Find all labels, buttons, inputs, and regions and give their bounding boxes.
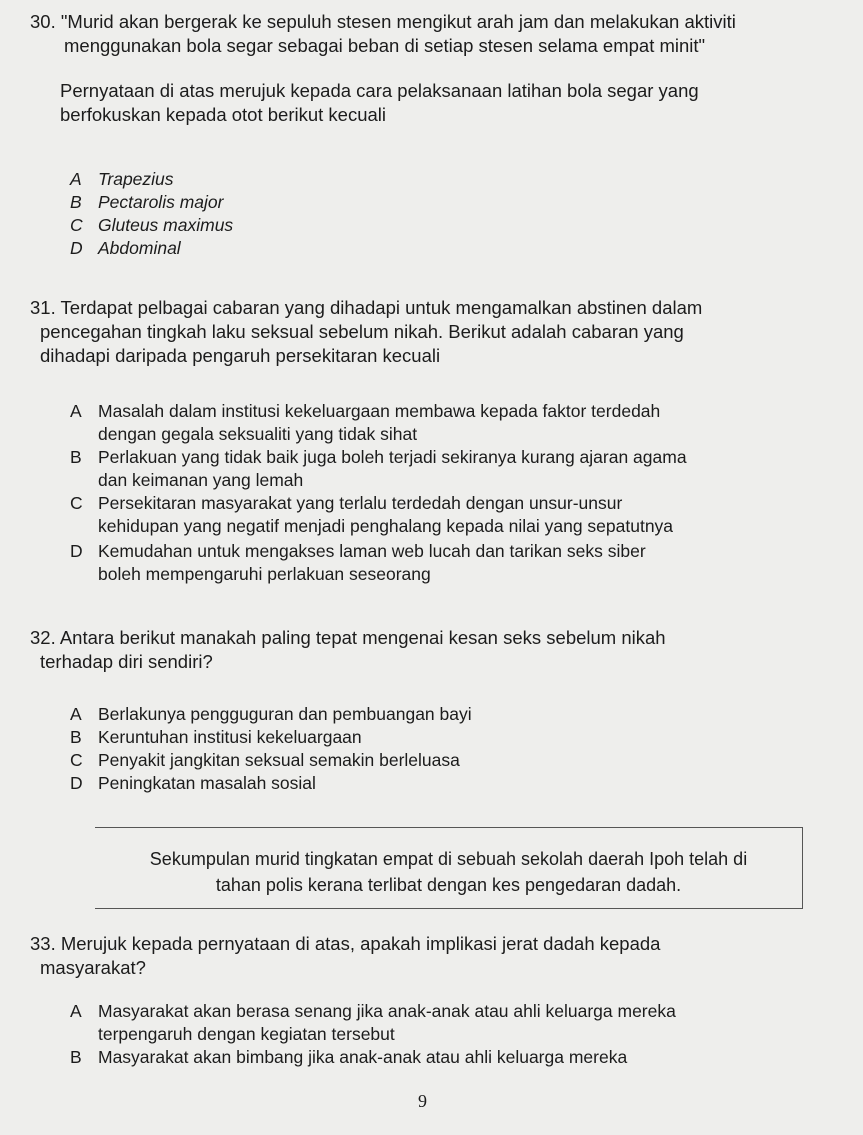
option-letter: A: [70, 401, 82, 421]
question-number: 32.: [30, 627, 56, 648]
option-b[interactable]: [70, 1046, 627, 1069]
question-33: [30, 932, 838, 980]
option-c[interactable]: [70, 749, 460, 772]
option-letter: B: [70, 447, 82, 467]
option-text: Persekitaran masyarakat yang terlalu terdedah dengan unsur-unsur: [98, 493, 623, 513]
question-30: [30, 10, 838, 127]
option-text: terpengaruh dengan kegiatan tersebut: [98, 1024, 395, 1044]
option-a[interactable]: [70, 168, 174, 191]
option-text: Penyakit jangkitan seksual semakin berleluasa: [98, 750, 460, 770]
option-text: kehidupan yang negatif menjadi penghalang kepada nilai yang sepatutnya: [98, 516, 674, 536]
option-c[interactable]: [70, 214, 233, 237]
option-text: Peningkatan masalah sosial: [98, 773, 316, 793]
option-c[interactable]: [70, 492, 673, 538]
question-31: [30, 296, 838, 368]
option-letter: B: [70, 727, 82, 747]
option-b[interactable]: [70, 191, 223, 214]
option-a[interactable]: [70, 1000, 676, 1046]
option-a[interactable]: [70, 400, 660, 446]
quote-line: "Murid akan bergerak ke sepuluh stesen mengikut arah jam dan melakukan aktiviti: [60, 11, 736, 32]
option-text: Berlakunya pengguguran dan pembuangan bayi: [98, 704, 472, 724]
option-letter: A: [70, 169, 82, 189]
option-text: Masyarakat akan bimbang jika anak-anak atau ahli keluarga mereka: [98, 1047, 628, 1067]
option-letter: A: [70, 704, 82, 724]
stem-line: Pernyataan di atas merujuk kepada cara pelaksanaan latihan bola segar yang: [60, 80, 699, 101]
option-letter: C: [70, 750, 83, 770]
question-stem: [30, 79, 838, 127]
quote-line: menggunakan bola segar sebagai beban di setiap stesen selama empat minit": [64, 35, 706, 56]
option-text: Masalah dalam institusi kekeluargaan membawa kepada faktor terdedah: [98, 401, 661, 421]
option-letter: B: [70, 192, 82, 212]
option-d[interactable]: [70, 237, 181, 260]
option-letter: B: [70, 1047, 82, 1067]
statement-box: [95, 827, 803, 909]
statement-line: tahan polis kerana terlibat dengan kes pengedaran dadah.: [215, 875, 682, 895]
option-text: Abdominal: [98, 238, 181, 258]
option-b[interactable]: [70, 446, 687, 492]
question-number: 31.: [30, 297, 56, 318]
option-letter: C: [70, 215, 83, 235]
question-32: [30, 626, 838, 674]
stem-line: berfokuskan kepada otot berikut kecuali: [60, 104, 387, 125]
stem-line: dihadapi daripada pengaruh persekitaran kecuali: [40, 345, 441, 366]
option-text: Gluteus maximus: [98, 215, 234, 235]
stem-line: pencegahan tingkah laku seksual sebelum nikah. Berikut adalah cabaran yang: [40, 321, 684, 342]
option-a[interactable]: [70, 703, 472, 726]
page-number: 9: [418, 1091, 427, 1111]
option-text: Perlakuan yang tidak baik juga boleh terjadi sekiranya kurang ajaran agama: [98, 447, 687, 467]
option-d[interactable]: [70, 540, 646, 586]
option-letter: D: [70, 773, 83, 793]
option-text: Masyarakat akan berasa senang jika anak-anak atau ahli keluarga mereka: [98, 1001, 676, 1021]
stem-line: Merujuk kepada pernyataan di atas, apakah implikasi jerat dadah kepada: [60, 933, 661, 954]
option-text: Keruntuhan institusi kekeluargaan: [98, 727, 362, 747]
question-number: 33.: [30, 933, 56, 954]
question-30-quote: [30, 10, 838, 58]
option-text: boleh mempengaruhi perlakuan seseorang: [98, 564, 431, 584]
option-text: dengan gegala seksualiti yang tidak sihat: [98, 424, 418, 444]
option-text: Kemudahan untuk mengakses laman web lucah dan tarikan seks siber: [98, 541, 646, 561]
question-number: 30.: [30, 11, 56, 32]
option-text: dan keimanan yang lemah: [98, 470, 304, 490]
stem-line: terhadap diri sendiri?: [40, 651, 213, 672]
option-text: Pectarolis major: [98, 192, 224, 212]
stem-line: Terdapat pelbagai cabaran yang dihadapi untuk mengamalkan abstinen dalam: [60, 297, 703, 318]
stem-line: masyarakat?: [40, 957, 146, 978]
option-d[interactable]: [70, 772, 316, 795]
option-letter: C: [70, 493, 83, 513]
option-b[interactable]: [70, 726, 362, 749]
statement-line: Sekumpulan murid tingkatan empat di sebuah sekolah daerah Ipoh telah di: [149, 849, 748, 869]
option-letter: D: [70, 238, 83, 258]
stem-line: Antara berikut manakah paling tepat mengenai kesan seks sebelum nikah: [59, 627, 666, 648]
option-text: Trapezius: [98, 169, 174, 189]
option-letter: D: [70, 541, 83, 561]
option-letter: A: [70, 1001, 82, 1021]
